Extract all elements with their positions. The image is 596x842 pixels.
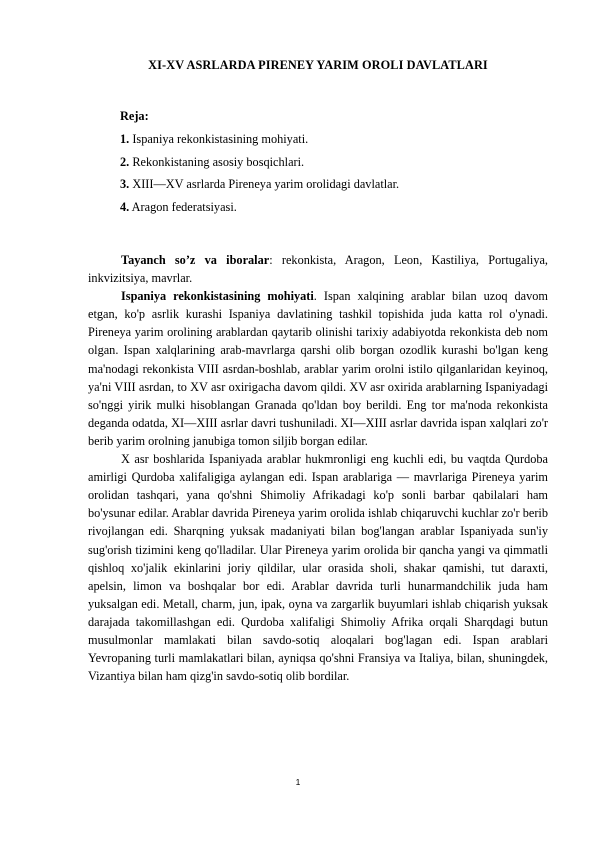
page-number: 1	[295, 777, 301, 787]
paragraph-text: X asr boshlarida Ispaniyada arablar hukmronligi eng kuchli edi, bu vaqtda Qurdoba amirligi Qurdoba xalifaligiga aylangan edi. Ispan arablariga — mavrlariga Pireneya yarim orolidan tashqari, yana qo'shni Shimoliy Afrikadagi ko'p sonli barbar qabilalari ham bo'ysunar edilar. Arablar davrida Pireneya yarim orolida ishlab chiqaruvchi kuchlar zo'r berib rivojlangan edi. Sharqning yuksak madaniyati bilan bog'langan arablar Ispaniyada sun'iy sug'orish tizimini keng qo'lladilar. Ular Pireneya yarim orolida bir qancha yangi va qimmatli qishloq xo'jalik ekinlarini joriy qildilar, ular orasida sholi, shakar qamishi, tut daraxti, apelsin, limon va boshqalar bor edi. Arablar davrida turli hunarmandchilik juda ham yuksalgan edi. Metall, charm, jun, ipak, oyna va zargarlik buyumlari ishlab chiqarish yuksak darajada takomillashgan edi. Qurdoba xalifaligi Shimoliy Afrika orqali Sharqdagi butun musulmonlar mamlakati bilan savdo-sotiq aloqalari bog'lagan edi. Ispan arablari Yevropaning turli mamlakatlari bilan, ayniqsa qo'shni Fransiya va Italiya, bilan, shuningdek, Vizantiya bilan ham qizg'in savdo-sotiq olib bordilar.	[88, 452, 548, 684]
plan-item-text: Rekonkistaning asosiy bosqichlari.	[132, 154, 305, 169]
page-title: XI-XV ASRLARDA PIRENEY YARIM OROLI DAVLATLARI	[148, 58, 488, 72]
plan-section	[120, 108, 399, 221]
paragraph-lead: Ispaniya rekonkistasining mohiyati	[121, 289, 314, 304]
paragraph-text: . Ispan xalqining arablar bilan uzoq davom etgan, ko'p asrlik kurashi Ispaniya davlatining tashkil topishida juda katta rol o'ynadi. Pireneya yarim orolining arablardan qaytarib olinishi tarixiy adabiyotda rekonkista deb nom olgan. Ispan xalqlarining arab-mavrlarga qarshi olib borgan ozodlik kurashi bo'lgan keng ma'nodagi rekonkista VIII asrdan-boshlab, arablar yarim orolni istilo qilganlaridan keyinoq, ya'ni VIII asrdan, to XV asr oxirigacha davom qildi. XV asr oxirida arablarning Ispaniyadagi so'nggi yirik mulki hisoblangan Granada qo'ldan boy berildi. Eng tor ma'noda rekonkista deganda odatda, XI—XIII asrlar davri tushuniladi. XI—XIII asrlar davrida ispan xalqlari zo'r berib yarim orolning janubiga tomon siljib borgan edilar.	[88, 289, 548, 448]
plan-item	[120, 176, 399, 199]
plan-item-number: 2.	[120, 154, 130, 169]
plan-item-number: 4.	[120, 199, 130, 214]
keywords-text: : rekonkista, Aragon, Leon, Kastiliya, Portugaliya, inkvizitsiya, mavrlar.	[88, 253, 549, 286]
paragraph-rekonkista	[88, 287, 548, 450]
plan-item-number: 3.	[120, 177, 130, 192]
plan-item-text: XIII—XV asrlarda Pireneya yarim orolidagi davlatlar.	[132, 177, 400, 192]
plan-item	[120, 131, 399, 154]
paragraph-arabs	[88, 450, 548, 685]
plan-item-number: 1.	[120, 132, 130, 146]
document-body	[88, 251, 548, 685]
plan-item	[120, 199, 399, 222]
plan-item-text: Aragon federatsiyasi.	[131, 199, 237, 214]
keywords-paragraph	[88, 251, 548, 287]
plan-item-text: Ispaniya rekonkistasining mohiyati.	[132, 132, 309, 146]
keywords-label: Tayanch so’z va iboralar	[121, 253, 270, 267]
plan-item	[120, 154, 399, 177]
plan-heading: Reja:	[120, 109, 149, 123]
